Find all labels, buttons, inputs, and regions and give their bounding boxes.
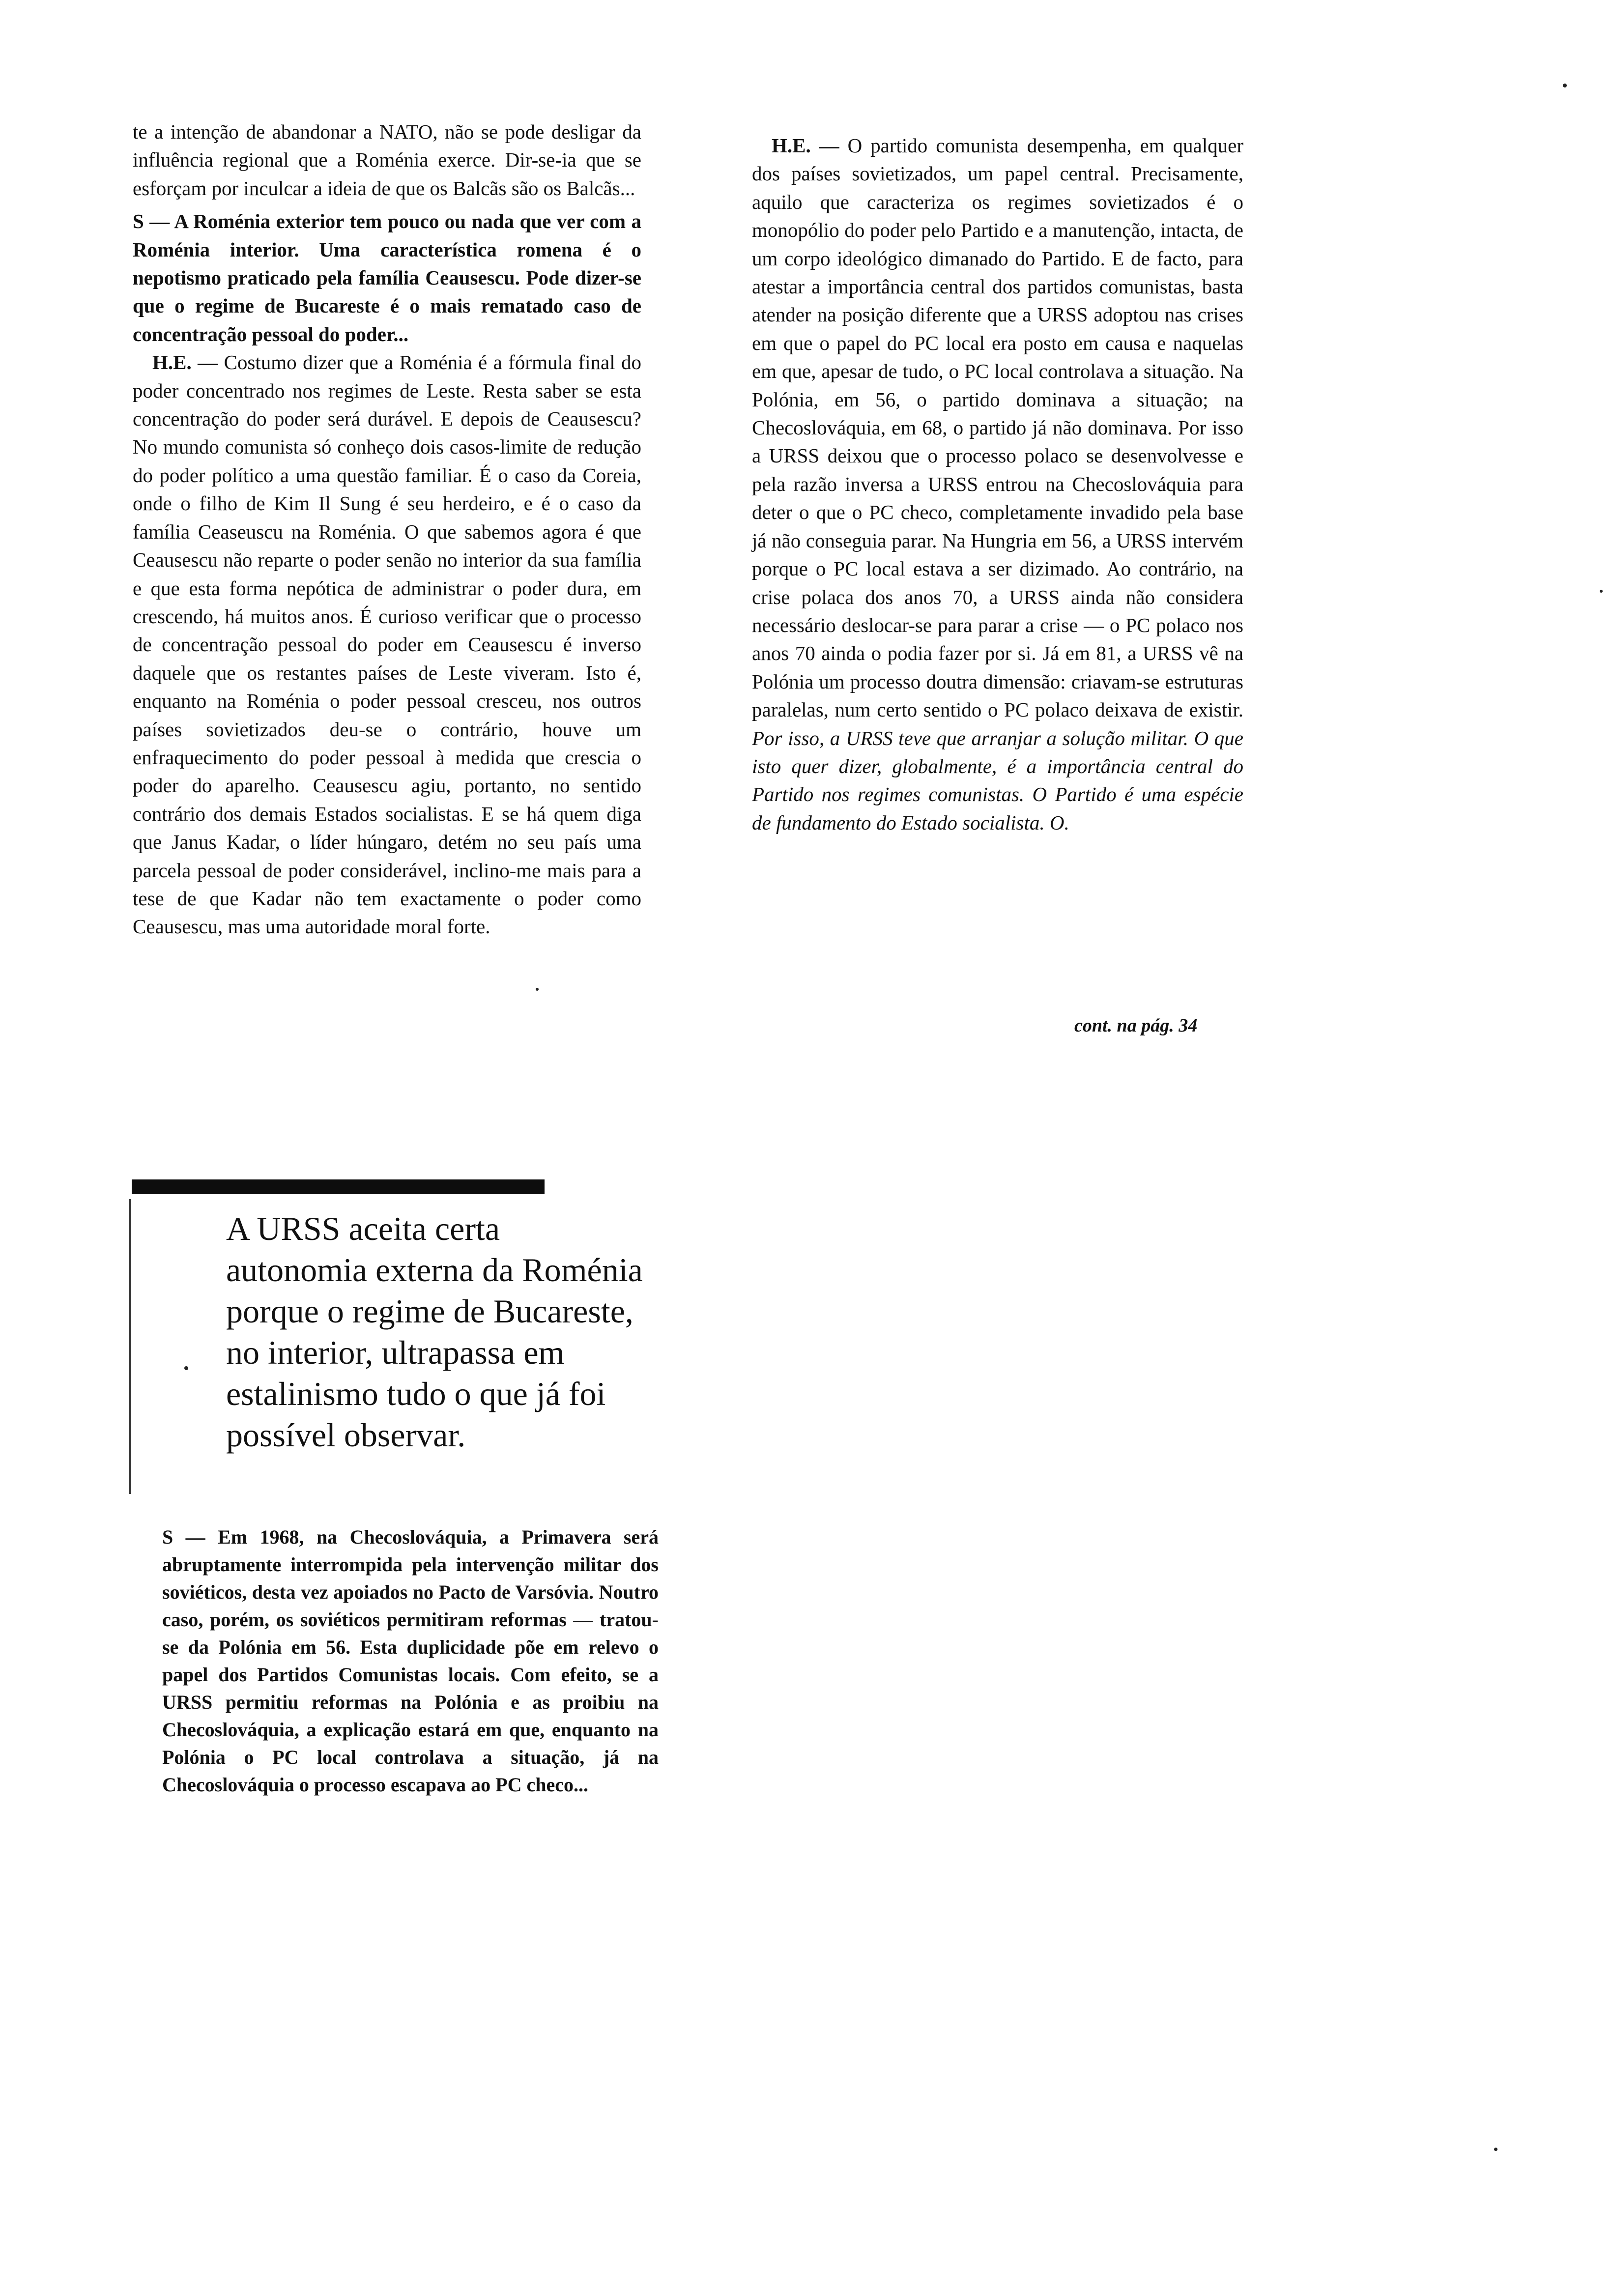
- scan-speck: [1494, 2148, 1497, 2151]
- question-1: [133, 207, 641, 348]
- answer-2-text: O partido comunista desempenha, em qualquer dos países sovietizados, um papel central. Precisamente, aquilo que caracteriza os regimes sovietizados é o monopólio do poder pelo Partido e a manutenção, intacta, de um corpo ideológico dimanado do Partido. E de facto, para atestar a importância central dos partidos comunistas, basta atender na posição diferente que a URSS adoptou nas crises em que o papel do PC local era posto em causa e naquelas em que, apesar de tudo, o PC local controlava a situação. Na Polónia, em 56, o partido dominava a situação; na Checoslováquia, em 68, o partido já não dominava. Por isso a URSS deixou que o processo polaco se desenvolvesse e pela razão inversa a URSS entrou na Checoslováquia para deter o que o PC checo, completamente invadido pela base já não conseguia parar. Na Hungria em 56, a URSS intervém porque o PC local estava a ser dizimado. Ao contrário, na crise polaca dos anos 70, a URSS ainda não considera necessário deslocar-se para parar a crise — o PC polaco nos anos 70 ainda o podia fazer por si. Já em 81, a URSS vê na Polónia um processo doutra dimensão: criavam-se estruturas paralelas, num certo sentido o PC polaco deixava de existir.: [752, 134, 1243, 721]
- answer-2-speaker: H.E. —: [772, 134, 839, 157]
- answer-2-italic-text: Por isso, a URSS teve que arranjar a solução militar. O que isto quer dizer, globalmente, é a importância central do Partido nos regimes comunistas. O Partido é uma espécie de fundamento do Estado socialista. O.: [752, 726, 1243, 834]
- question-1-text: A Roménia exterior tem pouco ou nada que ver com a Roménia interior. Uma característica romena é o nepotismo praticado pela família Ceausescu. Pode dizer-se que o regime de Bucareste é o mais rematado caso de concentração pessoal do poder...: [133, 210, 641, 345]
- answer-2: [752, 132, 1243, 837]
- left-column: [133, 118, 641, 941]
- right-column: [752, 132, 1243, 837]
- question-2-speaker: S —: [162, 1526, 205, 1548]
- scan-speck: [1600, 590, 1603, 593]
- scan-speck: [1563, 84, 1567, 87]
- question-1-speaker: S —: [133, 210, 170, 233]
- section-divider-bar: [132, 1179, 545, 1194]
- answer-1: [133, 348, 641, 941]
- answer-1-speaker: H.E. —: [152, 351, 218, 374]
- scan-speck: [536, 988, 539, 991]
- scan-speck: [184, 1366, 188, 1370]
- question-2-text: Em 1968, na Checoslováquia, a Primavera será abruptamente interrompida pela intervenção militar dos soviéticos, desta vez apoiados no Pacto de Varsóvia. Noutro caso, porém, os soviéticos permitiram reformas — tratou-se da Polónia em 56. Esta duplicidade põe em relevo o papel dos Partidos Comunistas locais. Com efeito, se a URSS permitiu reformas na Polónia e as proibiu na Checoslováquia, a explicação estará em que, enquanto na Polónia o PC local controlava a situação, já na Checoslováquia o processo escapava ao PC checo...: [162, 1526, 659, 1796]
- question-2: [162, 1523, 659, 1799]
- answer-1-text: Costumo dizer que a Roménia é a fórmula final do poder concentrado nos regimes de Leste. Resta saber se esta concentração do poder será durável. E depois de Ceausescu? No mundo comunista só conheço dois casos-limite de redução do poder político a uma questão familiar. É o caso da Coreia, onde o filho de Kim Il Sung é seu herdeiro, e é o caso da família Ceaseuscu na Roménia. O que sabemos agora é que Ceausescu não reparte o poder senão no interior da sua família e que esta forma nepótica de administrar o poder dura, em crescendo, há muitos anos. É curioso verificar que o processo de concentração pessoal do poder em Ceausescu é inverso daquele que os restantes países de Leste viveram. Isto é, enquanto na Roménia o poder pessoal cresceu, nos outros países sovietizados deu-se o contrário, houve um enfraquecimento do poder pessoal à medida que crescia o poder do aparelho. Ceausescu agiu, portanto, no sentido contrário dos demais Estados socialistas. E se há quem diga que Janus Kadar, o líder húngaro, detém no seu país uma parcela pessoal de poder considerável, inclino-me mais para a tese de que Kadar não tem exactamente o poder como Ceausescu, mas uma autoridade moral forte.: [133, 351, 642, 938]
- pull-quote: A URSS aceita certa autonomia externa da Roménia porque o regime de Bucareste, no interior, ultrapassa em estalinismo tudo o que já foi possível observar.: [226, 1210, 643, 1454]
- paragraph-continuation: te a intenção de abandonar a NATO, não se pode desligar da influência regional que a Roménia exerce. Dir-se-ia que se esforçam por inculcar a ideia de que os Balcãs são os Balcãs...: [133, 120, 641, 200]
- continuation-note: cont. na pág. 34: [1074, 1015, 1198, 1036]
- pull-quote-rule: [129, 1199, 131, 1494]
